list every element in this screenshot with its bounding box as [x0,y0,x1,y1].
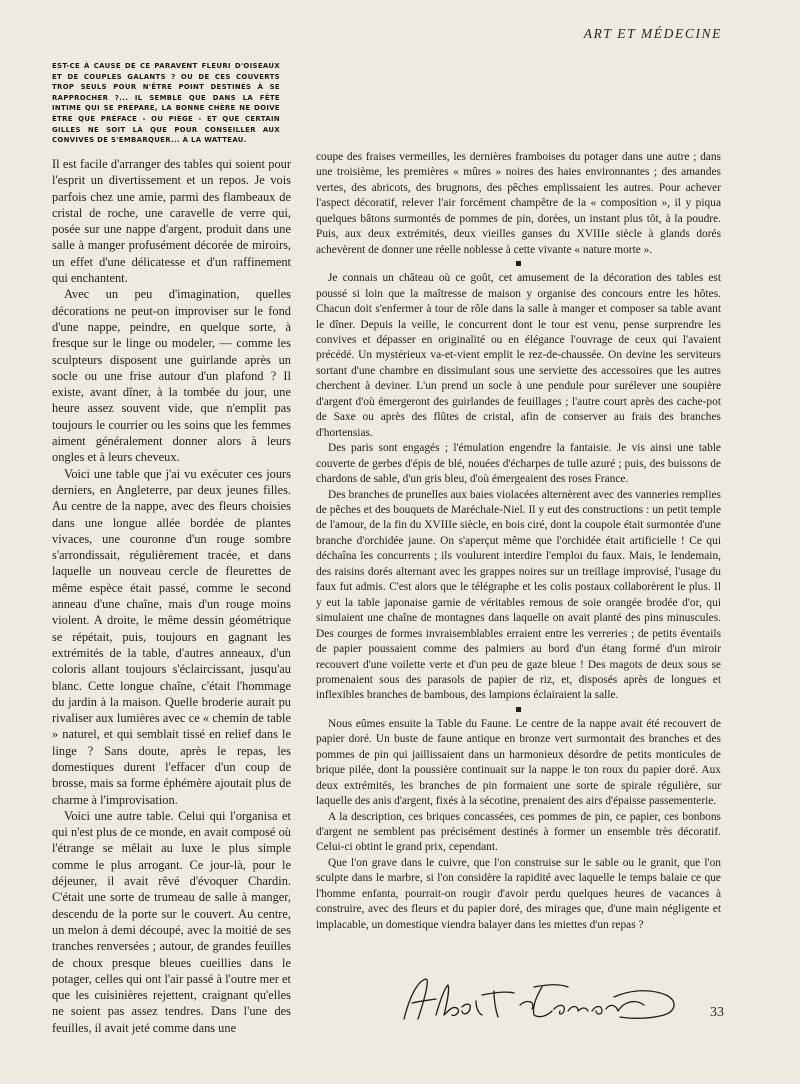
illustration-caption: EST-CE À CAUSE DE CE PARAVENT FLEURI D'OISEAUX ET DE COUPLES GALANTS ? OU DE CES COUVERTS TROP SEULS POUR N'ÊTRE POINT DESTINÉS À SE RAPPROCHER ?... IL SEMBLE QUE DANS LA FÊTE INTIME QUI SE PRÉPARE, LA BONNE CHÈRE NE DOIVE ÊTRE QUE PRÉFACE - OU PIÈGE - ET QUE CERTAIN GILLES NE SOIT LÀ QUE POUR CONSEILLER AUX CONVIVES DE S'EMBARQUER... À LA WATTEAU. [52,62,280,145]
paragraph: Voici une autre table. Celui qui l'organisa et qui n'est plus de ce monde, en avait composé où l'étrange se mêlait au luxe le plus simple comme le plus arrogant. Ce jour-là, pour le déjeuner, il avait rêvé d'évoquer Chardin. C'était une sorte de trumeau de salle à manger, descendu de la porte sur le couvert. Au centre, un melon à demi découpé, avec la moitié de ses tranches renversées ; autour, de grandes feuilles de choux presque bleues cueillies dans le potager, celles qui ont l'air passé à l'outre mer et que les cuisinières rejettent, craignant qu'elles ne soient pas assez tendres. Dans l'une des feuilles, il avait jeté comme dans une [52,808,291,1035]
left-column [52,156,291,1036]
author-signature [396,975,686,1025]
paragraph: Nous eûmes ensuite la Table du Faune. Le centre de la nappe avait été recouvert de papier doré. Un buste de faune antique en bronze vert surmontait des branches et des pommes de pin qui jaillissaient dans un harmonieux désordre de petits monticules de brique pilée, dont la poussière continuait sur la nappe le ton roux du papier doré. Aux deux extrémités, les branches de pin formaient une sorte de spirale régulière, sur laquelle des anis d'argent, fixés à la sécotine, prenaient des airs d'épaisse passementerie. [316,717,721,808]
paragraph: Des branches de prunelles aux baies violacées alternèrent avec des vanneries remplies de pêches et des bouquets de Maréchale-Niel. Il y eut des constructions : un petit temple de l'amour, de la fin du XVIIIe siècle, en bois ciré, dont la coupole était surmontée d'une branche d'orchidée jaune. On s'aperçut même que l'orchidée était artificielle ! Ce qui déchaîna les concurrents ; ils voulurent interdire l'emploi du faux. Mais, le lendemain, des raisins dorés alternant avec les grappes noires sur un treillage improvisé, l'usage du faux fut admis. C'est alors que le télégraphe et les colis postaux collaborèrent le plus. Il y eut la table japonaise garnie de véritables remous de soie orangée brodée d'or, qui simulaient une chaîne de montagnes dans laquelle on avait planté des pins minuscules. Des courges de formes invraisemblables erraient entre les verreries ; de petits éventails de papier poussaient comme des palmiers au bord d'un étang formé d'un miroir recouvert d'une voilette verte et d'un peu de gaze bleue ! Des magots de deux sous se promenaient sous des parasols de papier de riz, et, disposés après de longues et inflexibles branches de bambous, des lampions éclairaient la salle. [316,488,721,702]
page-number: 33 [710,1005,724,1020]
paragraph: Des paris sont engagés ; l'émulation engendre la fantaisie. Je vis ainsi une table couverte de gerbes d'épis de blé, nouées d'écharpes de tulle azuré ; puis, des buissons de chardons de sable, d'un gris bleu, d'où émergeaient des roses France. [316,442,721,486]
paragraph: Je connais un château où ce goût, cet amusement de la décoration des tables est poussé si loin que la maîtresse de maison y organise des concours entre les hôtes. Chacun doit s'enfermer à tour de rôle dans la salle à manger et composer sa table avant le dîner. Depuis la veille, le concurrent dont le tour est venu, pense surprendre les convives et dépasser en originalité ou en élégance l'ouvrage de ceux qui l'avaient précédé. Un mystérieux va-et-vient emplit le rez-de-chaussée. On devine les serviteurs sortant d'une chambre en dissimulant sous une serviette des accessoires que les autres cherchent à deviner. L'un prend un socle à une pendule pour surélever une soupière d'argent d'où émergeront des guirlandes de feuillages ; l'autre court après des cache-pot de Saxe ou après des flûtes de cristal, afin de conserver au frais des branches d'hortensias. [316,272,721,439]
section-separator [316,705,721,716]
right-column [316,150,721,933]
paragraph: Avec un peu d'imagination, quelles décorations ne peut-on improviser sur le fond d'une nappe, peindre, en quelque sorte, à fresque sur le linge ou modeler, — comme les sculpteurs disposent une guirlande après un socle ou une frise autour d'un plafond ? Il existe, avant dîner, à la tombée du jour, une heure assez souvent vide, que n'emplit pas toujours le courrier ou les soins que les femmes aiment généralement donner alors à leurs ongles et à leurs cheveux. [52,287,291,465]
paragraph: Il est facile d'arranger des tables qui soient pour l'esprit un divertissement et un repos. Je vois parfois chez une amie, parmi des flambeaux de cristal de roche, une caravelle de verre qui, posée sur une nappe d'argent, produit dans une salle à manger profusément décorée de miroirs, un effet d'une délicatesse et d'un raffinement qui enchantent. [52,157,291,286]
paragraph: Que l'on grave dans le cuivre, que l'on construise sur le sable ou le granit, que l'on sculpte dans le marbre, si l'on considère la rapidité avec laquelle le temps balaie ce que l'homme enfanta, pourrait-on rougir d'avoir perdu quelques heures de vacances à construire, avec des fleurs et du papier doré, des mirages que, d'une main négligente et implacable, un domestique viendra balayer dans les miettes d'un repas ? [316,856,721,931]
section-separator [316,259,721,270]
paragraph: coupe des fraises vermeilles, les dernières framboises du potager dans une autre ; dans une troisième, les premières « mûres » noires des haies environnantes ; des amandes vertes, des abricots, des brugnons, des pêches emplissaient les autres. Pour achever l'aspect décoratif, relever l'air forcément champêtre de la « composition », il y piqua quelques bâtons surmontés de pommes de pin, dorées, un instant plus tôt, à la poudre. Puis, aux deux extrémités, deux vieilles ganses du XVIIIe siècle à glands dorés achevèrent de donner une réelle noblesse à cette vivante « nature morte ». [316,151,721,256]
running-title: ART ET MÉDECINE [583,26,722,41]
paragraph: Voici une table que j'ai vu exécuter ces jours derniers, en Angleterre, par deux jeunes filles. Au centre de la nappe, avec des fleurs choisies dans une longue allée bordée de plantes vivaces, une couronne d'un rouge sombre s'arrondissait, régulièrement tracée, et dans laquelle un nouveau cercle de fleurettes de même espèce était passé, comme le second anneau d'une chaîne, mais d'un rouge moins violent. A droite, le même dessin géométrique se répétait, puis, toujours en gagnant les extrémités de la table, d'autres anneaux, d'un coloris allant toujours s'éclaircissant, jusqu'au blanc. Cette longue chaîne, c'était l'hommage du jardin à la maison. Quelle broderie aurait pu rivaliser aux lumières avec ce « chemin de table » naturel, et qui semblait tissé en relief dans le linge ? Sans doute, après le repas, les domestiques durent l'effacer d'un coup de brosse, mais sa forme éphémère ajoutait plus de charme à l'improvisation. [52,466,291,807]
paragraph: A la description, ces briques concassées, ces pommes de pin, ce papier, ces bonbons d'argent ne semblent pas précisément destinés à former un ensemble très décoratif. Celui-ci obtint le grand prix, cependant. [316,810,721,854]
